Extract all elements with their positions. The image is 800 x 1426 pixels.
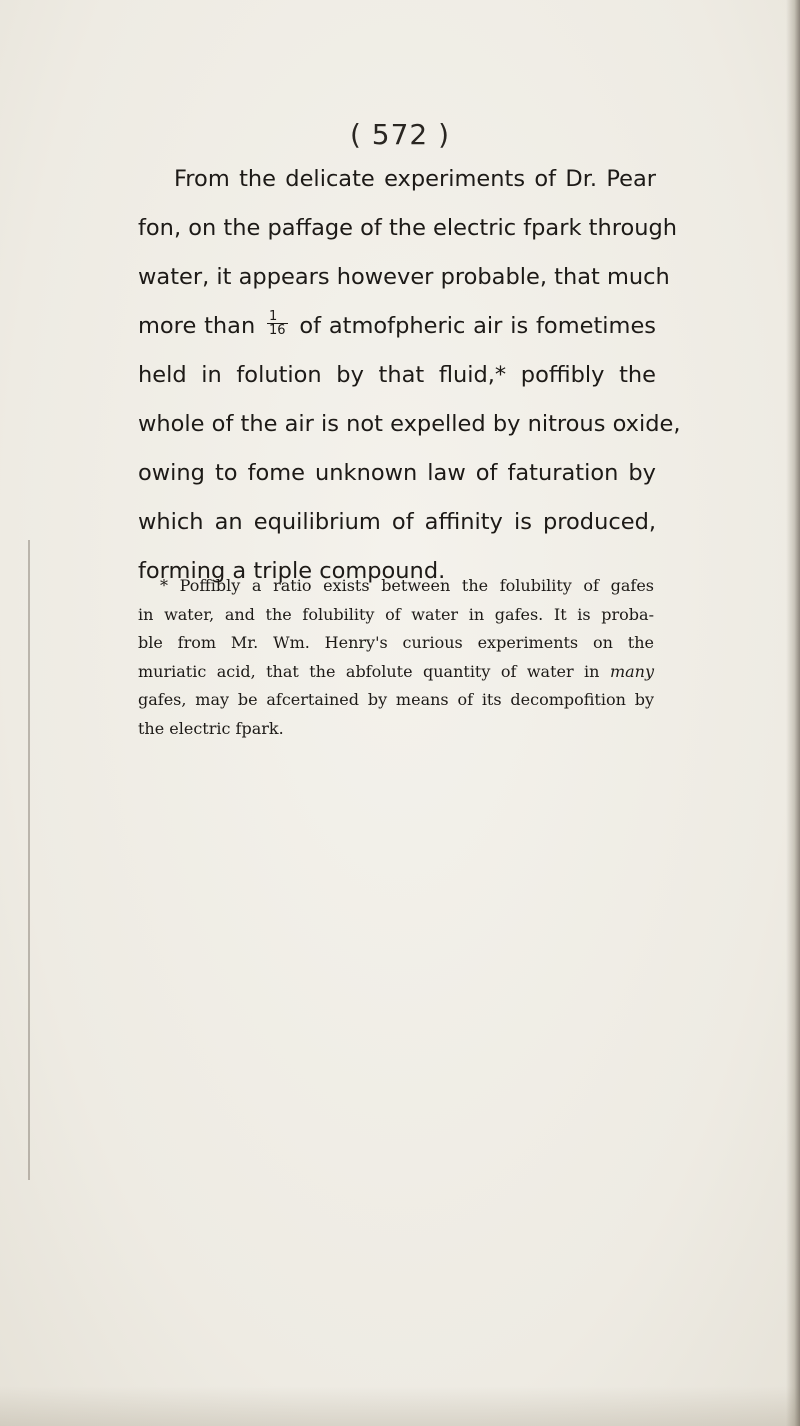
footnote-line-3: ble from Mr. Wm. Henry's curious experiments on the xyxy=(138,633,654,652)
main-paragraph xyxy=(138,155,681,596)
fraction xyxy=(267,310,288,337)
page-fold-line xyxy=(28,540,30,1180)
footnote xyxy=(138,572,654,743)
body-line-4 xyxy=(138,302,656,351)
footnote-line-4-text: muriatic acid, that the abfolute quantity of water in xyxy=(138,661,600,681)
fraction-denominator: 16 xyxy=(269,323,286,338)
footnote-line-1: * Poffibly a ratio exists between the folubility of gafes xyxy=(160,576,654,595)
body-line-7: owing to fome unknown law of faturation by xyxy=(138,460,656,486)
bottom-shade xyxy=(0,1386,800,1426)
body-line-2: fon, on the paffage of the electric fpark through xyxy=(138,215,678,241)
footnote-line-2: in water, and the folubility of water in gafes. It is proba- xyxy=(138,604,654,624)
body-line-6: whole of the air is not expelled by nitrous oxide, xyxy=(138,411,681,437)
page-number: ( 572 ) xyxy=(349,118,451,151)
footnote-line-6: the electric fpark. xyxy=(138,718,284,738)
body-line-9: forming a triple compound. xyxy=(138,558,446,584)
body-line-5: held in folution by that fluid,* poffibly the xyxy=(138,362,656,388)
body-line-4-prefix: more than xyxy=(138,313,256,339)
footnote-line-4 xyxy=(138,658,654,687)
body-line-4-rest: of atmofpheric air is fometimes xyxy=(299,313,657,339)
body-line-3: water, it appears however probable, that much xyxy=(138,264,670,290)
footnote-line-5: gafes, may be afcertained by means of its decompofition by xyxy=(138,690,654,709)
body-line-8: which an equilibrium of affinity is produced, xyxy=(138,509,656,535)
body-line-1: From the delicate experiments of Dr. Pear xyxy=(174,166,656,192)
page-edge-shadow xyxy=(786,0,800,1426)
fraction-numerator: 1 xyxy=(267,310,288,324)
footnote-italic-word: many xyxy=(609,661,654,681)
